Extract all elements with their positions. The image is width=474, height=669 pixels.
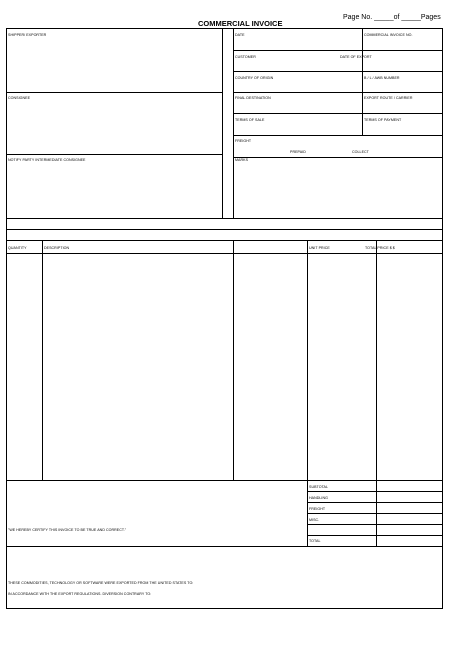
- rule: [233, 50, 443, 51]
- rule: [233, 92, 443, 93]
- rule: [233, 135, 443, 136]
- handling-label: HANDLING: [309, 496, 328, 500]
- unit-price-header: UNIT PRICE: [309, 246, 330, 250]
- prepaid-label: PREPAID: [290, 150, 306, 154]
- quantity-header: QUANTITY: [8, 246, 27, 250]
- rule: [307, 524, 443, 525]
- rule: [6, 218, 443, 219]
- rule: [6, 253, 443, 254]
- shipper-exporter-label: SHIPPER/ EXPORTER: [8, 33, 47, 37]
- consignee-label: CONSIGNEE: [8, 96, 31, 100]
- total-label: TOTAL: [309, 539, 321, 543]
- export-route-carrier-label: EXPORT ROUTE / CARRIER: [364, 96, 413, 100]
- rule: [233, 240, 234, 480]
- rule: [376, 240, 377, 546]
- terms-of-sale-label: TERMS OF SALE: [235, 118, 265, 122]
- rule: [42, 240, 43, 480]
- bl-awb-number-label: B / L / AWB NUMBER: [364, 76, 400, 80]
- rule: [6, 229, 443, 230]
- freight-total-label: FREIGHT: [309, 507, 326, 511]
- total-price-header: TOTAL PRICE $ $: [365, 246, 395, 250]
- notify-party-label: NOTIFY PARTY INTERMEDIATE CONSIGNEE: [8, 158, 86, 162]
- rule: [307, 502, 443, 503]
- rule: [222, 28, 223, 154]
- customer-label: CUSTOMER: [235, 55, 256, 59]
- page-title: COMMERCIAL INVOICE: [198, 19, 283, 28]
- rule: [307, 535, 443, 536]
- rule: [6, 240, 443, 241]
- terms-of-payment-label: TERMS OF PAYMENT: [364, 118, 402, 122]
- rule: [362, 28, 363, 135]
- final-destination-label: FINAL DESTINATION: [235, 96, 271, 100]
- rule: [307, 240, 308, 546]
- rule: [307, 491, 443, 492]
- marks-label: MARKS: [235, 158, 249, 162]
- page-number: Page No. _____of _____Pages: [343, 14, 441, 21]
- country-of-origin-label: COUNTRY OF ORIGIN: [235, 76, 274, 80]
- collect-label: COLLECT: [352, 150, 369, 154]
- rule: [233, 28, 234, 218]
- rule: [6, 546, 443, 547]
- export-commodities-statement: THESE COMMODITIES, TECHNOLOGY OR SOFTWARE WERE EXPORTED FROM THE UNITED STATES TO:: [8, 581, 194, 585]
- form-frame: [6, 28, 443, 609]
- rule: [233, 113, 443, 114]
- commercial-invoice-no-label: COMMERCIAL INVOICE NO.: [364, 33, 413, 37]
- date-of-export-label: DATE OF EXPORT: [340, 55, 372, 59]
- rule: [222, 154, 223, 218]
- export-regulations-statement: IN ACCORDANCE WITH THE EXPORT REGULATIONS. DIVERSION CONTRARY TO:: [8, 592, 152, 596]
- date-label: DATE: [235, 33, 245, 37]
- freight-label: FREIGHT: [235, 139, 252, 143]
- subtotal-label: SUBTOTAL: [309, 485, 329, 489]
- rule: [6, 92, 222, 93]
- rule: [307, 513, 443, 514]
- rule: [6, 154, 222, 155]
- rule: [233, 157, 443, 158]
- rule: [233, 71, 443, 72]
- misc-label: MISC.: [309, 518, 320, 522]
- certification-statement: "WE HEREBY CERTIFY THIS INVOICE TO BE TRUE AND CORRECT.": [8, 528, 127, 532]
- rule: [6, 480, 443, 481]
- description-header: DESCRIPTION: [44, 246, 70, 250]
